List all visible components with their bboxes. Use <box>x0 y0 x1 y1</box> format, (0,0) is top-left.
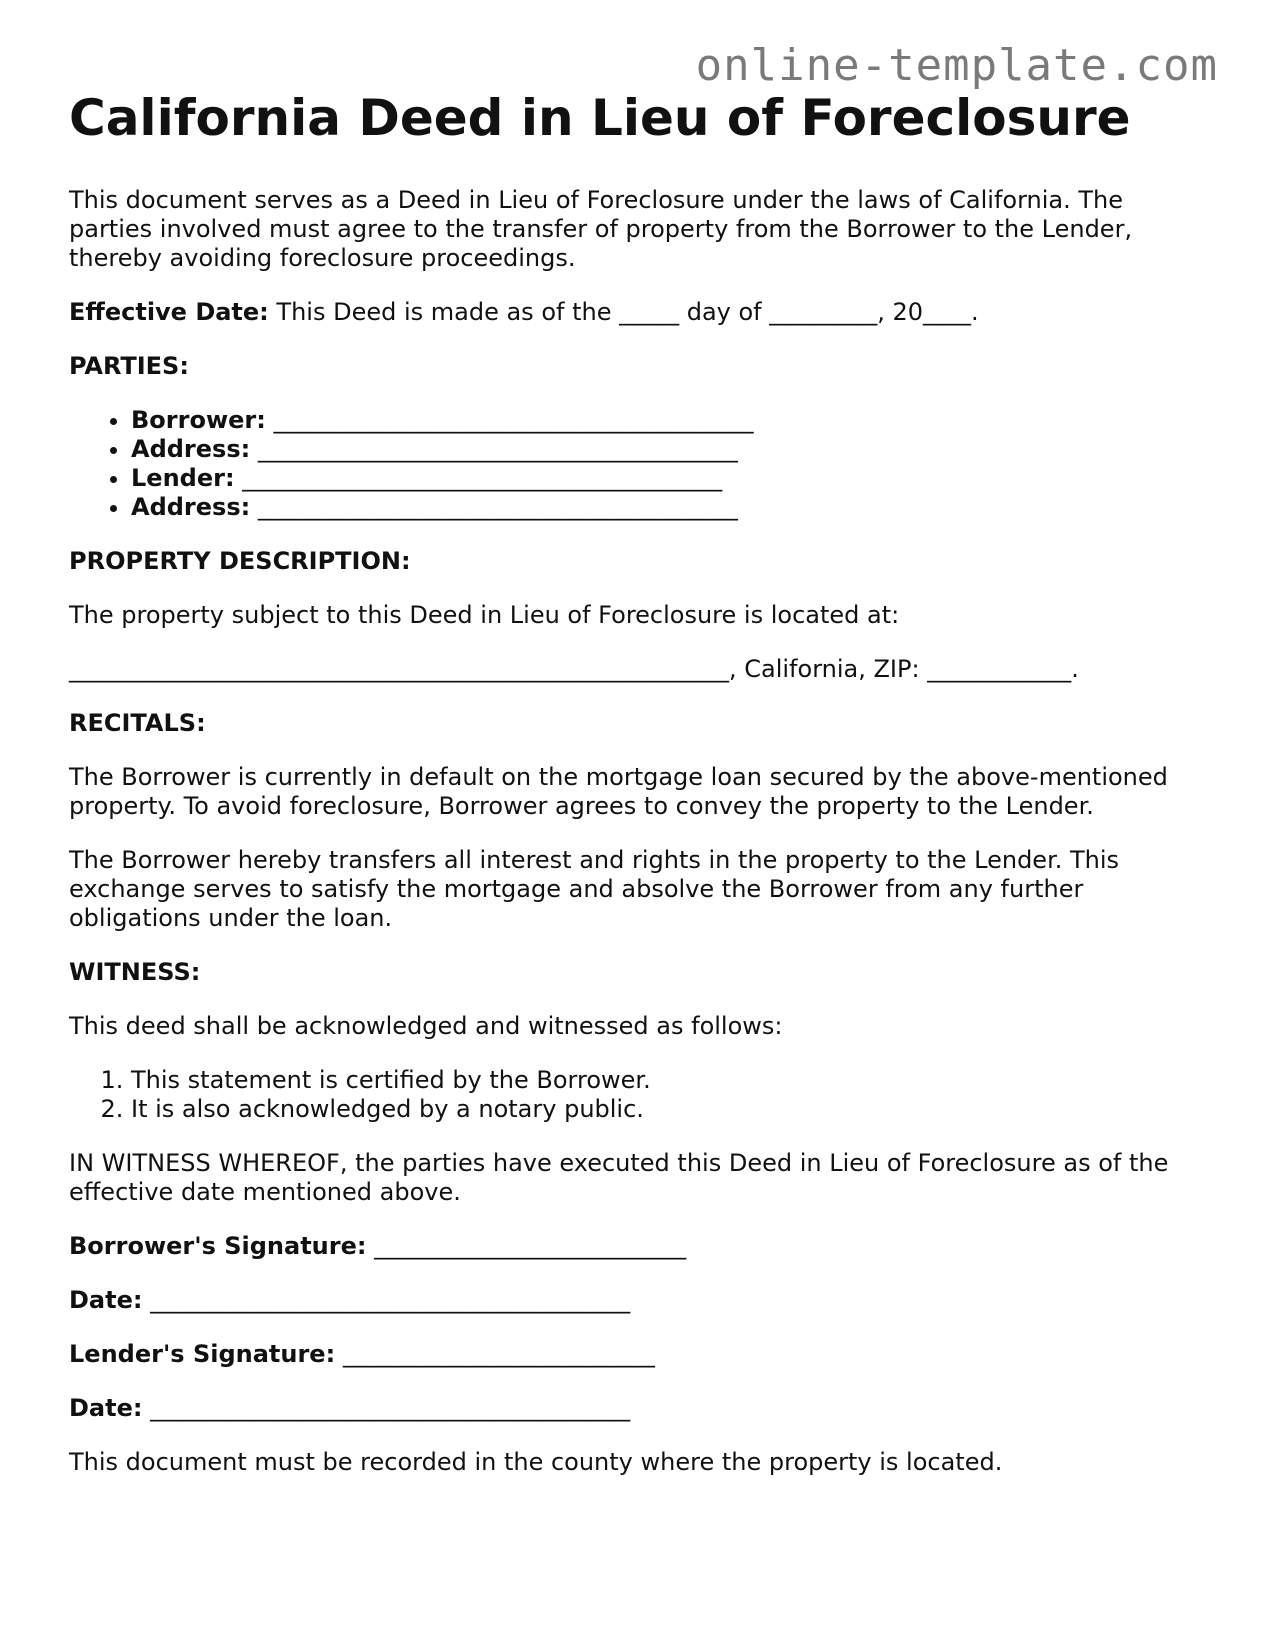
recitals-heading: RECITALS: <box>69 709 206 737</box>
lender-signature-label: Lender's Signature: <box>69 1340 336 1368</box>
property-address-line: _______________________________________________________, California, ZIP: ____________. <box>69 655 1079 683</box>
party-blank: ________________________________________ <box>250 435 738 463</box>
witness-item: 1. This statement is certified by the Borrower. <box>131 1066 1199 1095</box>
witness-whereof: IN WITNESS WHEREOF, the parties have executed this Deed in Lieu of Foreclosure as of the effective date mentioned above. <box>69 1149 1176 1206</box>
party-item-borrower-address <box>131 435 1199 464</box>
watermark: online-template.com <box>695 40 1218 91</box>
borrower-date-line <box>69 1286 1199 1315</box>
document-title: California Deed in Lieu of Foreclosure <box>69 89 1131 147</box>
party-item-lender <box>131 464 1199 493</box>
borrower-signature-label: Borrower's Signature: <box>69 1232 367 1260</box>
lender-signature-blank: __________________________ <box>335 1340 655 1368</box>
parties-list <box>69 406 1199 522</box>
party-label: Borrower: <box>131 406 266 434</box>
party-blank: ________________________________________ <box>265 406 754 434</box>
witness-item: 2. It is also acknowledged by a notary public. <box>131 1095 1199 1124</box>
recitals-paragraph-1: The Borrower is currently in default on the mortgage loan secured by the above-mentioned property. To avoid foreclosure, Borrower agrees to convey the property to the Lender. <box>69 763 1176 820</box>
party-item-borrower <box>131 406 1199 435</box>
witness-intro: This deed shall be acknowledged and witnessed as follows: <box>69 1012 783 1040</box>
intro-paragraph: This document serves as a Deed in Lieu of Foreclosure under the laws of California. The parties involved must agree to the transfer of property from the Borrower to the Lender, thereby avoiding foreclosure proceedings. <box>69 186 1140 272</box>
effective-date-text: This Deed is made as of the _____ day of _________, 20____. <box>268 298 979 326</box>
effective-date-label: Effective Date: <box>69 298 269 326</box>
party-label: Address: <box>131 435 251 463</box>
party-blank: ________________________________________ <box>234 464 723 492</box>
parties-heading: PARTIES: <box>69 352 189 380</box>
lender-date-line <box>69 1394 1199 1423</box>
party-blank: ________________________________________ <box>250 493 738 521</box>
property-intro: The property subject to this Deed in Lieu of Foreclosure is located at: <box>69 601 900 629</box>
effective-date-line <box>69 298 1199 327</box>
lender-date-blank: ________________________________________ <box>142 1394 631 1422</box>
party-label: Lender: <box>131 464 235 492</box>
witness-list <box>69 1066 1199 1124</box>
property-heading: PROPERTY DESCRIPTION: <box>69 547 411 575</box>
footer-note: This document must be recorded in the county where the property is located. <box>69 1448 1003 1476</box>
party-item-lender-address <box>131 493 1199 522</box>
lender-date-label: Date: <box>69 1394 143 1422</box>
borrower-date-label: Date: <box>69 1286 143 1314</box>
borrower-signature-line <box>69 1232 1199 1261</box>
party-label: Address: <box>131 493 251 521</box>
borrower-signature-blank: __________________________ <box>366 1232 687 1260</box>
witness-heading: WITNESS: <box>69 958 201 986</box>
borrower-date-blank: ________________________________________ <box>142 1286 631 1314</box>
document-page <box>69 86 1199 1502</box>
lender-signature-line <box>69 1340 1199 1369</box>
recitals-paragraph-2: The Borrower hereby transfers all interest and rights in the property to the Lender. This exchange serves to satisfy the mortgage and absolve the Borrower from any further obligations under the loan. <box>69 846 1127 932</box>
